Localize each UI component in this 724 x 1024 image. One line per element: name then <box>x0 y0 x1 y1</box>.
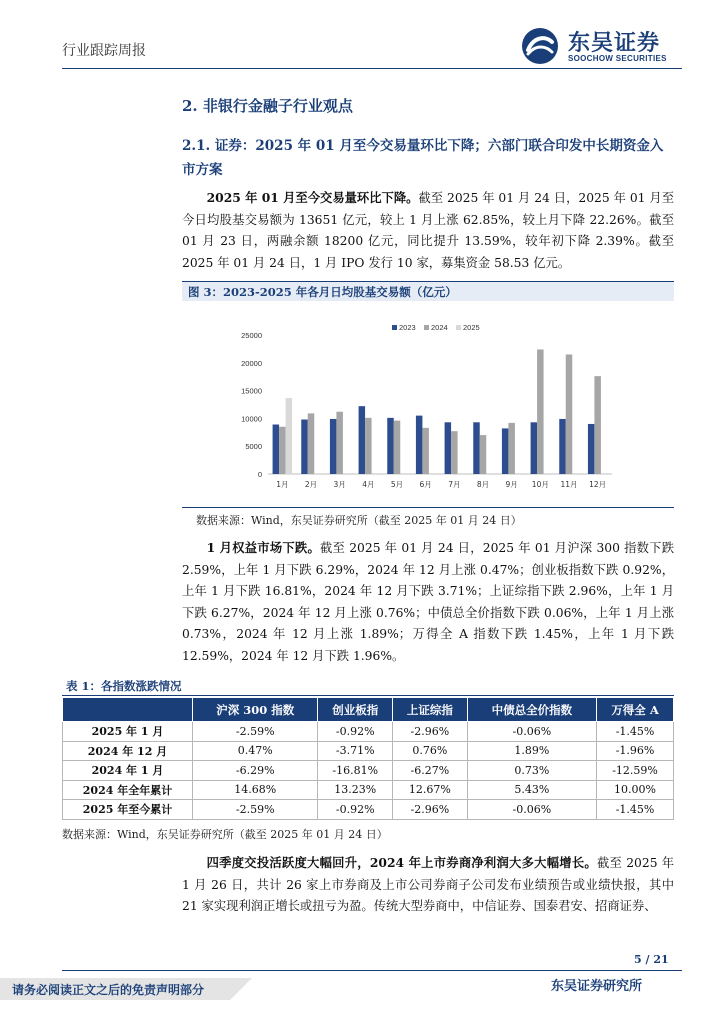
table-title: 表 1：各指数涨跌情况 <box>62 676 674 696</box>
x-tick-label: 2月 <box>304 480 318 489</box>
table-cell: -12.59% <box>597 761 674 781</box>
bar-2024-9 <box>508 423 514 474</box>
y-tick-label: 0 <box>257 470 262 479</box>
bar-chart <box>182 301 674 507</box>
table-cell: 5.43% <box>467 780 596 800</box>
bar-2023-7 <box>445 422 452 474</box>
y-tick-label: 25000 <box>241 331 262 340</box>
table-cell: 10.00% <box>597 780 674 800</box>
table-row-label: 2024 年 1 月 <box>63 761 193 781</box>
bar-2023-5 <box>387 418 394 474</box>
legend-label-2023: 2023 <box>399 323 416 332</box>
table-cell: -6.29% <box>193 761 318 781</box>
subsection-heading: 2.1. 证券：2025 年 01 月至今交易量环比下降；六部门联合印发中长期资金入市方案 <box>182 138 664 178</box>
bar-2024-3 <box>336 412 343 474</box>
footer-divider <box>62 970 682 971</box>
x-tick-label: 8月 <box>476 480 490 489</box>
table-cell: -2.96% <box>393 800 468 820</box>
table-header-cell: 万得全 A <box>597 698 674 722</box>
table-row <box>63 800 674 820</box>
x-tick-label: 7月 <box>448 480 461 489</box>
figure-source: 数据来源：Wind，东吴证券研究所（截至 2025 年 01 月 24 日） <box>196 514 522 527</box>
bar-2023-11 <box>559 419 566 474</box>
table-row-label: 2025 年 1 月 <box>63 722 193 742</box>
paragraph-broker-profit <box>182 852 674 918</box>
table-cell: -1.45% <box>597 722 674 742</box>
x-tick-label: 10月 <box>531 480 549 489</box>
table-source: 数据来源：Wind，东吴证券研究所（截至 2025 年 01 月 24 日） <box>62 828 388 841</box>
paragraph-equity-market <box>182 537 674 667</box>
table-row <box>63 722 674 742</box>
bar-2024-6 <box>422 428 429 474</box>
logo-mark-icon <box>520 26 560 66</box>
bar-2023-3 <box>330 419 337 474</box>
table-cell: -0.92% <box>318 722 393 742</box>
table-header-cell: 中债总全价指数 <box>467 698 596 722</box>
table-header-cell <box>63 698 193 722</box>
bar-2024-8 <box>480 435 487 474</box>
figure-title: 图 3：2023-2025 年各月日均股基交易额（亿元） <box>182 281 674 301</box>
table-cell: -2.59% <box>193 722 318 742</box>
company-logo <box>520 26 680 66</box>
page-number: 5 / 21 <box>634 953 669 966</box>
x-tick-label: 6月 <box>419 480 432 489</box>
bar-2023-6 <box>416 416 423 474</box>
x-tick-label: 1月 <box>276 480 289 489</box>
x-tick-label: 11月 <box>560 480 578 489</box>
table-cell: 0.47% <box>193 741 318 761</box>
bar-2024-10 <box>537 349 544 474</box>
table-row-label: 2024 年 12 月 <box>63 741 193 761</box>
paragraph-body: 截至 2025 年 1 月 26 日，共计 26 家上市券商及上市公司券商子公司发布业绩预告或业绩快报，其中 21 家实现利润正增长或扭亏为盈。传统大型券商中，中信证券、国泰君安、招商证券、 <box>182 856 674 913</box>
bar-2023-8 <box>473 422 480 474</box>
table-cell: -2.59% <box>193 800 318 820</box>
paragraph-lead: 2025 年 01 月至今交易量环比下降。 <box>206 190 419 205</box>
logo-text-en: SOOCHOW SECURITIES <box>568 54 667 63</box>
table-cell: 0.73% <box>467 761 596 781</box>
table-cell: -6.27% <box>393 761 468 781</box>
table-cell: -0.06% <box>467 722 596 742</box>
bar-2024-7 <box>451 431 458 474</box>
paragraph-body: 截至 2025 年 01 月 24 日，2025 年 01 月沪深 300 指数下跌 2.59%，上年 1 月下跌 6.29%，2024 年 12 月上涨 0.47%；创业板指数下跌 0.92%，上年 1 月下跌 16.81%，2024 年 12 月下跌 3.71%；上证综指下跌 2.96%，上年 1 月下跌 6.27%，2024 年 12 月上涨 0.76%；中债总全价指数下跌 0.06%，上年 1 月上涨 0.73%，2024 年 12 月上涨 1.89%；万得全 A 指数下跌 1.45%，上年 1 月下跌 12.59%，2024 年 12 月下跌 1.96%。 <box>182 541 674 663</box>
header-divider <box>62 68 682 69</box>
paragraph-lead: 1 月权益市场下跌。 <box>206 540 320 555</box>
bar-2023-1 <box>273 425 280 474</box>
logo-text-cn: 东吴证券 <box>568 31 661 56</box>
table-cell: -1.96% <box>597 741 674 761</box>
table-row-label: 2024 年全年累计 <box>63 780 193 800</box>
table-cell: -2.96% <box>393 722 468 742</box>
table-cell: 1.89% <box>467 741 596 761</box>
y-tick-label: 15000 <box>241 386 262 396</box>
table-row-label: 2025 年至今累计 <box>63 800 193 820</box>
table-cell: 12.67% <box>393 780 468 800</box>
legend-swatch-2024 <box>424 325 429 330</box>
table-cell: -1.45% <box>597 800 674 820</box>
legend-swatch-2025 <box>456 325 461 330</box>
disclaimer-notice: 请务必阅读正文之后的免责声明部分 <box>12 983 205 997</box>
index-performance-table <box>62 697 674 820</box>
table-header-cell: 上证综指 <box>393 698 468 722</box>
legend-swatch-2023 <box>392 325 397 330</box>
figure-bottom-divider <box>182 507 674 508</box>
paragraph-trading-volume <box>182 187 674 274</box>
y-tick-label: 5000 <box>245 442 262 452</box>
footer-banner-edge <box>230 978 252 1000</box>
table-header-cell: 创业板指 <box>318 698 393 722</box>
bar-2024-4 <box>365 418 372 474</box>
table-row <box>63 761 674 781</box>
header-report-type: 行业跟踪周报 <box>62 43 146 59</box>
paragraph-lead: 四季度交投活跃度大幅回升，2024 年上市券商净利润大多大幅增长。 <box>206 855 597 870</box>
bar-2024-1 <box>279 427 286 474</box>
table-cell: -16.81% <box>318 761 393 781</box>
table-row <box>63 780 674 800</box>
table-row <box>63 741 674 761</box>
legend-label-2025: 2025 <box>463 323 480 332</box>
bar-2023-12 <box>588 424 595 474</box>
paragraph-body: 截至 2025 年 01 月 24 日，2025 年 01 月至今日均股基交易额为 13651 亿元，较上 1 月上涨 62.85%，较上月下降 22.26%。截至 01 月 23 日，两融余额 18200 亿元，同比提升 13.59%，较年初下降 2.39%。截至 2025 年 01 月 24 日，1 月 IPO 发行 10 家，募集资金 58.53 亿元。 <box>182 191 674 270</box>
table-header-cell: 沪深 300 指数 <box>193 698 318 722</box>
bar-2024-5 <box>394 421 401 474</box>
table-header-row <box>63 698 674 722</box>
chart-svg <box>182 301 674 507</box>
x-tick-label: 3月 <box>333 480 346 489</box>
bar-2023-2 <box>301 420 308 474</box>
table-cell: -3.71% <box>318 741 393 761</box>
x-tick-label: 9月 <box>505 480 518 489</box>
table-cell: 14.68% <box>193 780 318 800</box>
bar-2024-12 <box>594 376 601 474</box>
bar-2025-1 <box>286 398 293 474</box>
table-cell: -0.92% <box>318 800 393 820</box>
table-cell: -0.06% <box>467 800 596 820</box>
bar-2023-9 <box>502 428 509 474</box>
section-heading: 2. 非银行金融子行业观点 <box>182 97 353 115</box>
legend-label-2024: 2024 <box>431 323 448 332</box>
y-tick-label: 10000 <box>241 414 262 424</box>
x-tick-label: 12月 <box>589 480 607 489</box>
table-cell: 13.23% <box>318 780 393 800</box>
table-cell: 0.76% <box>393 741 468 761</box>
bar-2023-4 <box>359 406 366 474</box>
footer-institute: 东吴证券研究所 <box>551 979 643 994</box>
x-tick-label: 4月 <box>362 480 375 489</box>
bar-2024-11 <box>566 354 573 474</box>
bar-2024-2 <box>308 413 315 474</box>
y-tick-label: 20000 <box>241 358 262 368</box>
bar-2023-10 <box>531 422 538 474</box>
x-tick-label: 5月 <box>390 480 404 489</box>
